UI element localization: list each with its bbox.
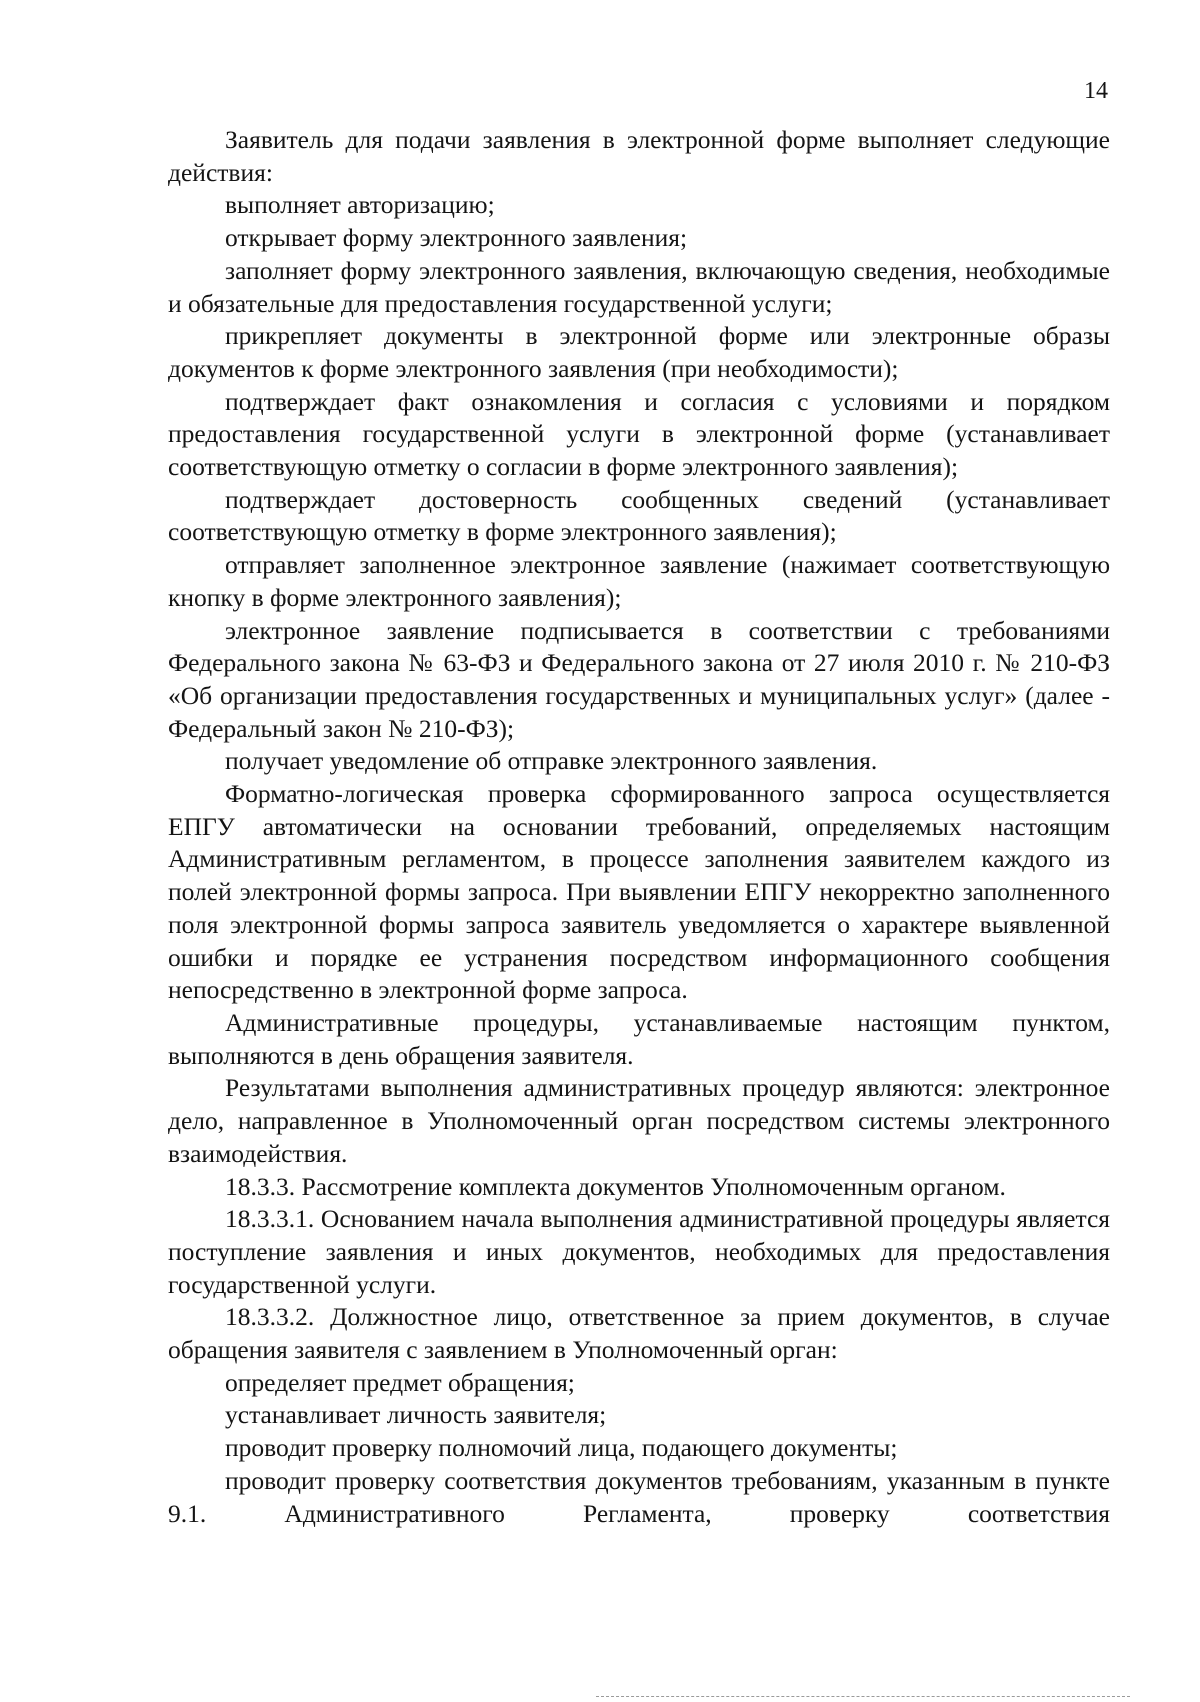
list-item-compliance-check: проводит проверку соответствия документов требованиям, указанным в пункте 9.1. Административного Регламента, проверку соответствия — [168, 1465, 1110, 1528]
paragraph-18-3-3-2: 18.3.3.2. Должностное лицо, ответственное за прием документов, в случае обращения заявителя с заявлением в Уполномоченный орган: — [168, 1302, 1110, 1365]
paragraph-format-logical-check: Форматно-логическая проверка сформированного запроса осуществляется ЕПГУ автоматически на основании требований, определяемых настоящим Административным регламентом, в процессе заполнения заявителем каждого из полей электронной формы запроса. При выявлении ЕПГУ некорректно заполненного поля электронной формы запроса заявитель уведомляется о характере выявленной ошибки и порядке ее устранения посредством информационного сообщения непосредственно в электронной форме запроса. — [168, 779, 1110, 1005]
list-item-authority-check: проводит проверку полномочий лица, подающего документы; — [225, 1433, 898, 1463]
page-bottom-rule — [596, 1696, 1130, 1697]
paragraph-procedure-results: Результатами выполнения административных процедур являются: электронное дело, направленное в Уполномоченный орган посредством системы электронного взаимодействия. — [168, 1073, 1110, 1168]
list-item-subject: определяет предмет обращения; — [225, 1367, 575, 1397]
list-item-signature: электронное заявление подписывается в соответствии с требованиями Федерального закона № 63-ФЗ и Федерального закона от 27 июля 2010 г. № 210-ФЗ «Об организации предоставления государственных и муниципальных услуг» (далее - Федеральный закон № 210-ФЗ); — [168, 615, 1110, 743]
page-number: 14 — [1084, 78, 1108, 104]
list-item-confirm-consent: подтверждает факт ознакомления и согласия с условиями и порядком предоставления государственной услуги в электронной форме (устанавливает соответствующую отметку о согласии в форме электронного заявления); — [168, 386, 1110, 482]
list-item-attach-documents: прикрепляет документы в электронной форме или электронные образы документов к форме электронного заявления (при необходимости); — [168, 321, 1110, 383]
paragraph-procedure-timing: Административные процедуры, устанавливаемые настоящим пунктом, выполняются в день обращения заявителя. — [168, 1007, 1110, 1070]
list-item-send-application: отправляет заполненное электронное заявление (нажимает соответствующую кнопку в форме электронного заявления); — [168, 550, 1110, 612]
list-item-authorization: выполняет авторизацию; — [225, 190, 495, 220]
document-body — [168, 124, 1110, 1530]
list-item-identity: устанавливает личность заявителя; — [225, 1400, 607, 1430]
section-heading-18-3-3: 18.3.3. Рассмотрение комплекта документов Уполномоченным органом. — [225, 1171, 1006, 1201]
list-item-confirm-accuracy: подтверждает достоверность сообщенных сведений (устанавливает соответствующую отметку в форме электронного заявления); — [168, 484, 1110, 547]
list-item-fill-form: заполняет форму электронного заявления, включающую сведения, необходимые и обязательные для предоставления государственной услуги; — [168, 255, 1110, 318]
list-item-open-form: открывает форму электронного заявления; — [225, 223, 688, 253]
paragraph-18-3-3-1: 18.3.3.1. Основанием начала выполнения административной процедуры является поступление заявления и иных документов, необходимых для предоставления государственной услуги. — [168, 1204, 1110, 1299]
list-item-receive-notification: получает уведомление об отправке электронного заявления. — [225, 746, 878, 776]
paragraph-applicant-actions-intro: Заявитель для подачи заявления в электронной форме выполняет следующие действия: — [168, 125, 1110, 187]
